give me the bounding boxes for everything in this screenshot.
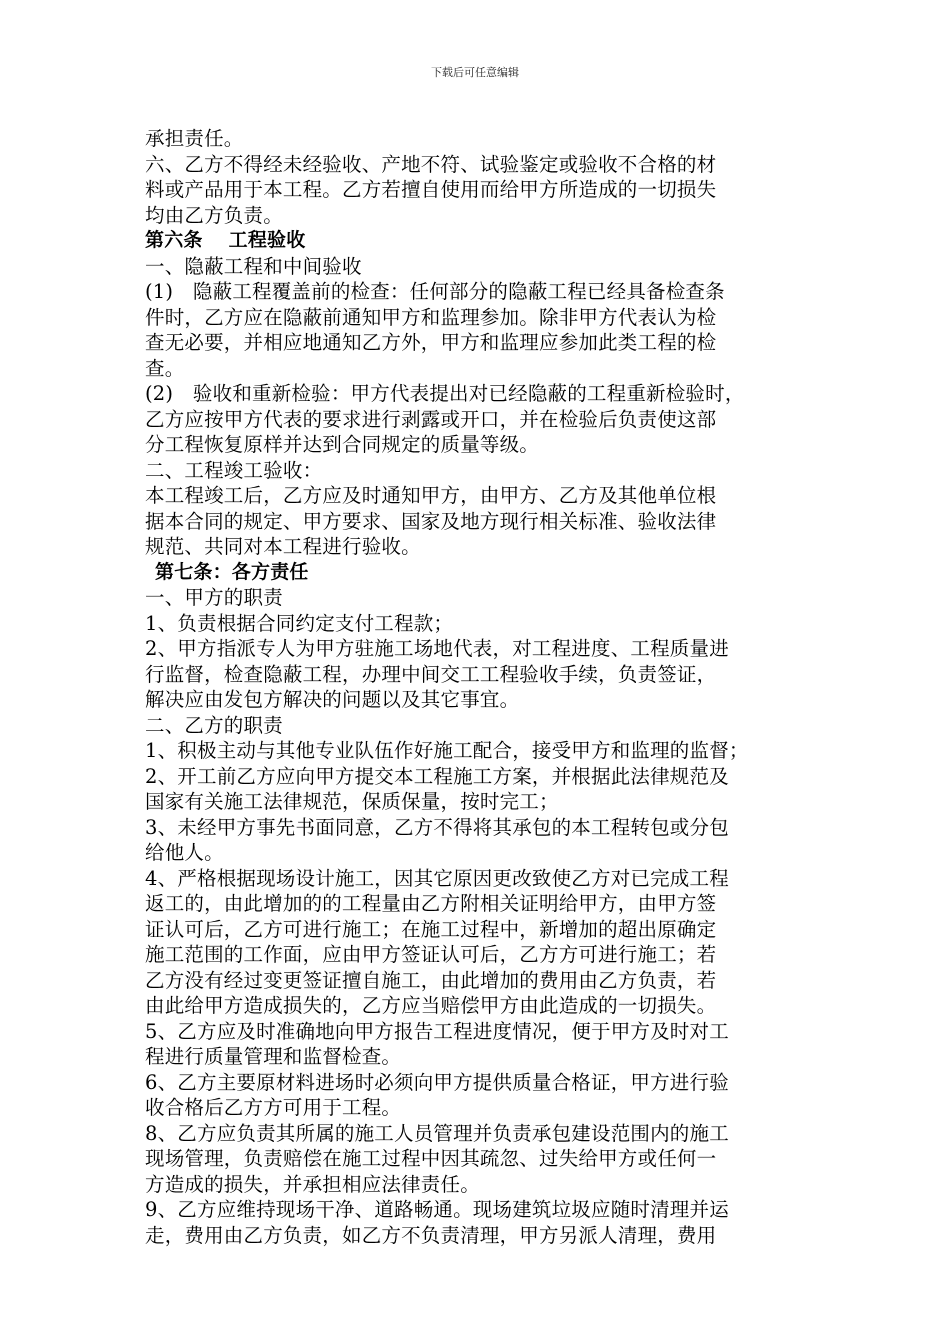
text-line: 5、乙方应及时准确地向甲方报告工程进度情况，便于甲方及时对工 (145, 1019, 729, 1043)
text-line: 据本合同的规定、甲方要求、国家及地方现行相关标准、验收法律 (145, 509, 717, 533)
text-line: 查。 (145, 356, 185, 380)
text-line: 料或产品用于本工程。乙方若擅自使用而给甲方所造成的一切损失 (145, 178, 717, 201)
text-line: 9、乙方应维持现场干净、道路畅通。现场建筑垃圾应随时清理并运 (145, 1198, 729, 1221)
text-line: 解决应由发包方解决的问题以及其它事宜。 (145, 688, 520, 711)
text-line: 1、负责根据合同约定支付工程款； (145, 611, 454, 635)
text-line: 程进行质量管理和监督检查。 (145, 1045, 402, 1068)
text-line: 承担责任。 (145, 127, 244, 150)
text-line: 均由乙方负责。 (145, 203, 283, 227)
text-line: (1) 隐蔽工程覆盖前的检查：任何部分的隐蔽工程已经具备检查条 (145, 280, 725, 303)
text-line: 1、积极主动与其他专业队伍作好施工配合，接受甲方和监理的监督； (145, 739, 749, 762)
page-header-note: 下载后可任意编辑 (431, 66, 519, 79)
section-heading-article-7: 第七条：各方责任 (155, 560, 309, 583)
section-heading-article-6: 第六条 工程验收 (145, 229, 306, 251)
text-line: 3、未经甲方事先书面同意，乙方不得将其承包的本工程转包或分包 (145, 815, 729, 839)
text-line: 二、乙方的职责 (145, 713, 283, 737)
text-line: 4、严格根据现场设计施工，因其它原因更改致使乙方对已完成工程 (145, 866, 729, 890)
text-line: 国家有关施工法律规范，保质保量，按时完工； (145, 790, 559, 813)
text-line: 2、开工前乙方应向甲方提交本工程施工方案，并根据此法律规范及 (145, 764, 729, 788)
text-line: 走，费用由乙方负责，如乙方不负责清理，甲方另派人清理，费用 (145, 1223, 717, 1247)
text-line: 6、乙方主要原材料进场时必须向甲方提供质量合格证，甲方进行验 (145, 1070, 729, 1094)
text-line: 给他人。 (145, 841, 224, 864)
text-line: 查无必要，并相应地通知乙方外，甲方和监理应参加此类工程的检 (145, 331, 717, 354)
text-line: 方造成的损失，并承担相应法律责任。 (145, 1172, 480, 1196)
text-line: 施工范围的工作面，应由甲方签证认可后，乙方方可进行施工；若 (145, 943, 717, 966)
text-line: 乙方应按甲方代表的要求进行剥露或开口，并在检验后负责使这部 (145, 407, 717, 431)
text-line: 由此给甲方造成损失的，乙方应当赔偿甲方由此造成的一切损失。 (145, 994, 717, 1017)
text-line: 件时，乙方应在隐蔽前通知甲方和监理参加。除非甲方代表认为检 (145, 305, 717, 329)
text-line: 现场管理，负责赔偿在施工过程中因其疏忽、过失给甲方或任何一 (145, 1147, 717, 1170)
text-line: 本工程竣工后，乙方应及时通知甲方，由甲方、乙方及其他单位根 (145, 484, 717, 507)
text-line: 行监督，检查隐蔽工程，办理中间交工工程验收手续，负责签证， (145, 662, 717, 686)
text-line: 2、甲方指派专人为甲方驻施工场地代表，对工程进度、工程质量进 (145, 637, 729, 660)
text-line: 二、工程竣工验收： (145, 458, 323, 482)
text-line: 六、乙方不得经未经验收、产地不符、试验鉴定或验收不合格的材 (145, 152, 717, 176)
text-line: 一、甲方的职责 (145, 586, 283, 609)
text-line: 收合格后乙方方可用于工程。 (145, 1096, 402, 1119)
text-line: (2) 验收和重新检验：甲方代表提出对已经隐蔽的工程重新检验时， (145, 382, 745, 405)
text-line: 证认可后，乙方可进行施工；在施工过程中，新增加的超出原确定 (145, 917, 717, 941)
text-line: 一、隐蔽工程和中间验收 (145, 254, 362, 278)
text-line: 分工程恢复原样并达到合同规定的质量等级。 (145, 433, 540, 456)
text-line: 8、乙方应负责其所属的施工人员管理并负责承包建设范围内的施工 (145, 1121, 729, 1145)
text-line: 返工的，由此增加的的工程量由乙方附相关证明给甲方，由甲方签 (145, 892, 717, 915)
document-body (145, 126, 815, 1248)
text-line: 规范、共同对本工程进行验收。 (145, 535, 421, 558)
text-line: 乙方没有经过变更签证擅自施工，由此增加的费用由乙方负责，若 (145, 968, 717, 992)
